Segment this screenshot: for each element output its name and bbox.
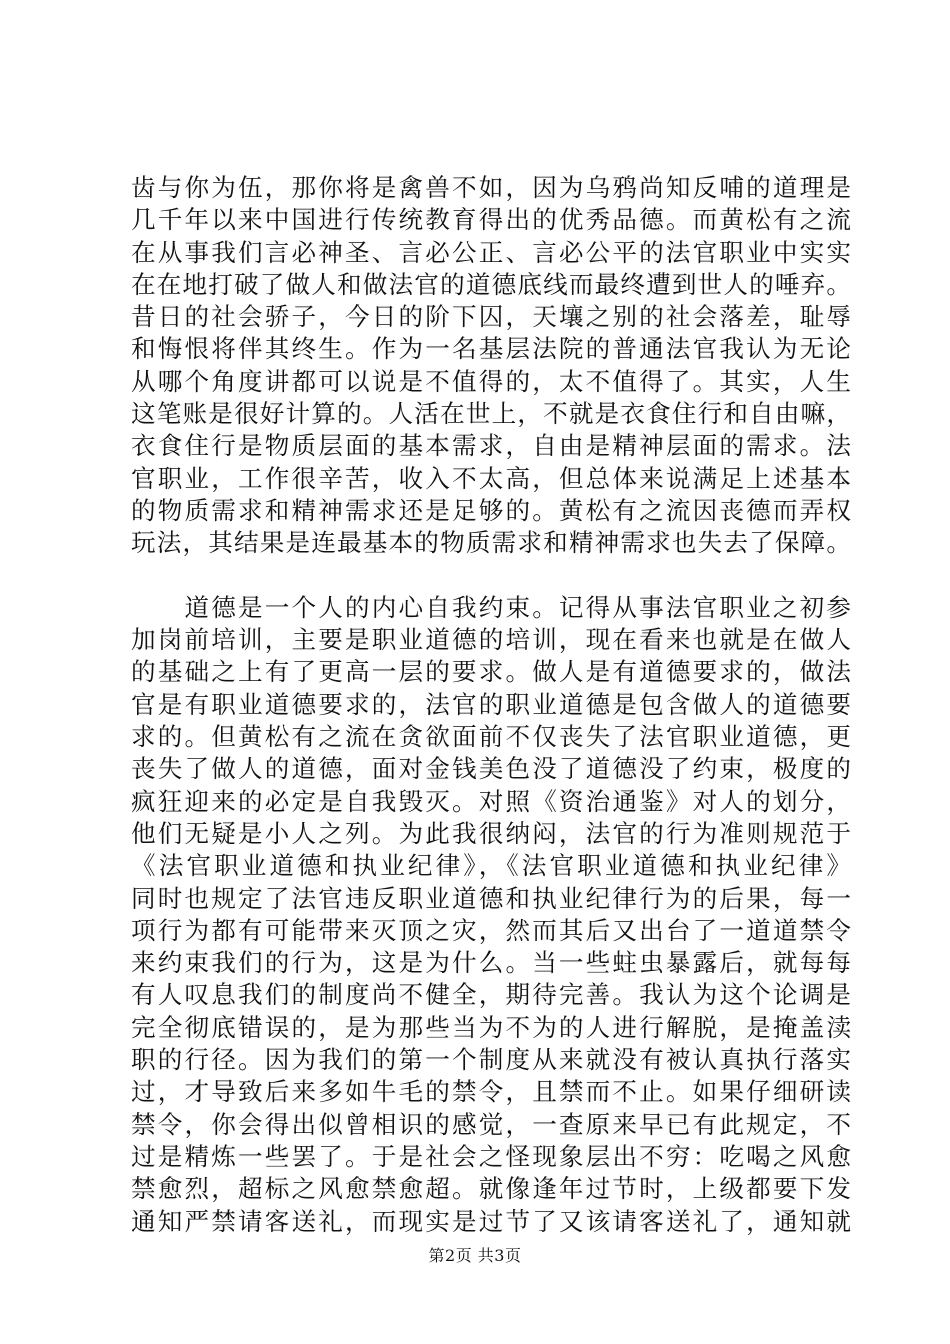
text-line: 禁愈烈，超标之风愈禁愈超。就像逢年过节时，上级都要下发 [131,1174,851,1204]
text-line: 道德是一个人的内心自我约束。记得从事法官职业之初参 [131,592,851,622]
paragraph-2 [131,592,851,1238]
text-line: 职的行径。因为我们的第一个制度从来就没有被认真执行落实 [131,1045,851,1075]
page-number-footer: 第2页 共3页 [428,1246,522,1265]
text-line: 从哪个角度讲都可以说是不值得的，太不值得了。其实，人生 [131,366,851,396]
text-line: 玩法，其结果是连最基本的物质需求和精神需求也失去了保障。 [131,528,851,558]
text-line: 求的。但黄松有之流在贪欲面前不仅丧失了法官职业道德，更 [131,722,851,752]
text-line: 《法官职业道德和执业纪律》，《法官职业道德和执业纪律》 [131,851,851,881]
text-line: 在在地打破了做人和做法官的道德底线而最终遭到世人的唾弃。 [131,269,851,299]
text-line: 几千年以来中国进行传统教育得出的优秀品德。而黄松有之流 [131,205,851,235]
text-line: 齿与你为伍，那你将是禽兽不如，因为乌鸦尚知反哺的道理是 [131,173,851,202]
text-line: 和悔恨将伴其终生。作为一名基层法院的普通法官我认为无论 [131,334,851,364]
text-line: 通知严禁请客送礼，而现实是过节了又该请客送礼了，通知就 [131,1206,851,1236]
text-line: 项行为都有可能带来灭顶之灾，然而其后又出台了一道道禁令 [131,915,851,945]
text-line: 疯狂迎来的必定是自我毁灭。对照《资治通鉴》对人的划分， [131,786,851,816]
text-line: 昔日的社会骄子，今日的阶下囚，天壤之别的社会落差，耻辱 [131,302,851,332]
text-line: 官是有职业道德要求的，法官的职业道德是包含做人的道德要 [131,689,851,719]
text-line: 他们无疑是小人之列。为此我很纳闷，法官的行为准则规范于 [131,818,851,848]
paragraph-gap [131,560,851,592]
text-line: 过是精炼一些罢了。于是社会之怪现象层出不穷：吃喝之风愈 [131,1141,851,1171]
text-line: 同时也规定了法官违反职业道德和执业纪律行为的后果，每一 [131,883,851,913]
text-line: 过，才导致后来多如牛毛的禁令，且禁而不止。如果仔细研读 [131,1077,851,1107]
text-line: 禁令，你会得出似曾相识的感觉，一查原来早已有此规定，不 [131,1109,851,1139]
text-line: 衣食住行是物质层面的基本需求，自由是精神层面的需求。法 [131,431,851,461]
text-line: 的物质需求和精神需求还是足够的。黄松有之流因丧德而弄权 [131,495,851,525]
document-body [131,172,851,1238]
text-line: 这笔账是很好计算的。人活在世上，不就是衣食住行和自由嘛， [131,399,851,429]
text-line: 加岗前培训，主要是职业道德的培训，现在看来也就是在做人 [131,625,851,655]
text-line: 来约束我们的行为，这是为什么。当一些蛀虫暴露后，就每每 [131,948,851,978]
text-line: 有人叹息我们的制度尚不健全，期待完善。我认为这个论调是 [131,980,851,1010]
text-line: 丧失了做人的道德，面对金钱美色没了道德没了约束，极度的 [131,754,851,784]
paragraph-1 [131,172,851,560]
text-line: 的基础之上有了更高一层的要求。做人是有道德要求的，做法 [131,657,851,687]
text-line: 官职业，工作很辛苦，收入不太高，但总体来说满足上述基本 [131,463,851,493]
text-line: 在从事我们言必神圣、言必公正、言必公平的法官职业中实实 [131,237,851,267]
text-line: 完全彻底错误的，是为那些当为不为的人进行解脱，是掩盖渎 [131,1012,851,1042]
